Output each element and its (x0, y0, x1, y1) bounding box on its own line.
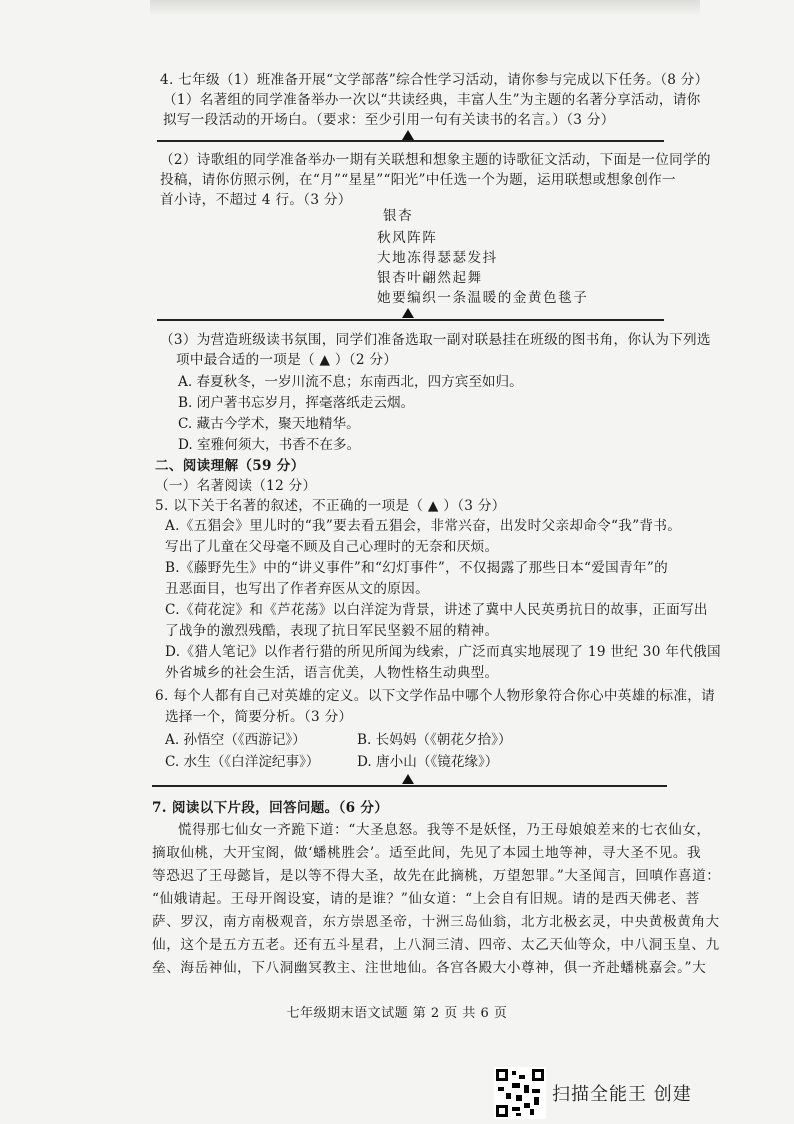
q7-passage-line: 垒、海岳神仙，下八洞幽冥教主、注世地仙。各宫各殿大小尊神，俱一齐赴蟠桃嘉会。”大 (152, 960, 707, 976)
q5-option-line: 外省城乡的社会生活，语言优美，人物性格生动典型。 (165, 665, 499, 681)
answer-triangle-icon (402, 130, 414, 140)
q5-option-line: B.《藤野先生》中的“讲义事件”和“幻灯事件”，不仅揭露了那些日本“爱国青年”的 (165, 560, 669, 576)
q6-option-c: C. 水生（《白洋淀纪事》） (165, 754, 320, 770)
q6-stem-line1: 6. 每个人都有自己对英雄的定义。以下文学作品中哪个人物形象符合你心中英雄的标准，请 (155, 688, 716, 704)
q4-option-d: D. 室雅何须大，书香不在多。 (178, 437, 361, 453)
q4-sub2-line3: 首小诗，不超过 4 行。（3 分） (160, 192, 352, 208)
answer-triangle-icon (402, 308, 414, 318)
poem-line: 她要编织一条温暖的金黄色毯子 (377, 290, 589, 306)
q7-passage-line: 慌得那七仙女一齐跪下道：“大圣息怒。我等不是妖怪，乃王母娘娘差来的七衣仙女， (178, 822, 711, 838)
answer-divider (157, 140, 664, 142)
q4-option-a: A. 春夏秋冬，一岁川流不息；东南西北，四方宾至如归。 (178, 374, 523, 390)
q4-intro: 4. 七年级（1）班准备开展“文学部落”综合性学习活动，请你参与完成以下任务。（8 分） (160, 72, 709, 88)
q6-option-d: D. 唐小山（《镜花缘》） (357, 754, 499, 770)
q5-stem: 5. 以下关于名著的叙述，不正确的一项是（ ▲ ）（3 分） (155, 498, 506, 514)
q7-passage-line: 等恐迟了王母懿旨，是以等不得大圣，故先在此摘桃，万望恕罪。”大圣闻言，回嗔作喜道： (152, 868, 721, 884)
q7-passage-line: 萨、罗汉，南方南极观音，东方崇恩圣帝，十洲三岛仙翁，北方北极玄灵，中央黄极黄角大 (152, 914, 720, 930)
q5-option-line: 写出了儿童在父母毫不顾及自己心理时的无奈和厌烦。 (165, 539, 499, 555)
q5-option-line: A.《五猖会》里儿时的“我”要去看五猖会，非常兴奋，出发时父亲却命令“我”背书。 (165, 518, 682, 534)
poem-line: 银杏叶翩然起舞 (377, 270, 483, 286)
q6-stem-line2: 选择一个，简要分析。（3 分） (165, 709, 353, 725)
q7-passage-line: 仙，这个是五方五老。还有五斗星君，上八洞三清、四帝、太乙天仙等众，中八洞玉皇、九 (152, 937, 720, 953)
q4-sub2-line2: 投稿，请你仿照示例，在“月”“星星”“阳光”中任选一个为题，运用联想或想象创作一 (160, 172, 676, 188)
q4-option-b: B. 闭户著书忘岁月，挥毫落纸走云烟。 (178, 395, 415, 411)
q4-option-c: C. 藏古今学术，聚天地精华。 (178, 416, 360, 432)
page-footer: 七年级期末语文试题 第 2 页 共 6 页 (286, 1006, 508, 1021)
q4-sub1-line2: 拟写一段活动的开场白。（要求：至少引用一句有关读书的名言。）（3 分） (163, 112, 615, 128)
q5-option-line: C.《荷花淀》和《芦花荡》以白洋淀为背景，讲述了冀中人民英勇抗日的故事，正面写出 (165, 602, 708, 618)
answer-divider (152, 785, 667, 787)
scanner-watermark: 扫描全能王 创建 (552, 1084, 692, 1105)
poem-line: 秋风阵阵 (377, 230, 438, 246)
q6-option-b: B. 长妈妈（《朝花夕拾》） (357, 732, 512, 748)
q4-sub3-line2: 项中最合适的一项是（ ▲ ）（2 分） (176, 352, 398, 368)
scan-top-shadow (150, 0, 700, 16)
poem-title: 银杏 (383, 208, 414, 224)
qr-code-icon (494, 1067, 546, 1119)
q7-stem: 7. 阅读以下片段，回答问题。（6 分） (152, 800, 389, 816)
q5-option-line: 丑恶面目，也写出了作者弃医从文的原因。 (165, 581, 429, 597)
q7-passage-line: “仙娥请起。王母开阁设宴，请的是谁？”仙女道：“上会自有旧规。请的是西天佛老、菩 (152, 891, 700, 907)
q5-option-line: 了战争的激烈残酷，表现了抗日军民坚毅不屈的精神。 (165, 623, 499, 639)
q4-sub2-line1: （2）诗歌组的同学准备举办一期有关联想和想象主题的诗歌征文活动，下面是一位同学的 (160, 152, 711, 168)
answer-divider (157, 319, 664, 321)
q6-option-a: A. 孙悟空（《西游记》） (165, 732, 306, 748)
q7-passage-line: 摘取仙桃，大开宝阁，做‘蟠桃胜会’。适至此间，先见了本园土地等神，寻大圣不见。我 (152, 845, 702, 861)
answer-triangle-icon (402, 774, 414, 784)
part-heading: （一）名著阅读（12 分） (155, 478, 317, 494)
q4-sub1-line1: （1）名著组的同学准备举办一次以“共读经典，丰富人生”为主题的名著分享活动，请你 (163, 92, 701, 108)
poem-line: 大地冻得瑟瑟发抖 (377, 250, 498, 266)
q4-sub3-line1: （3）为营造班级读书氛围，同学们准备选取一副对联悬挂在班级的图书角，你认为下列选 (160, 332, 711, 348)
q5-option-line: D.《猎人笔记》以作者行猎的所见所闻为线索，广泛而真实地展现了 19 世纪 30 年代俄国 (165, 644, 721, 660)
section-heading: 二、阅读理解（59 分） (155, 458, 305, 474)
